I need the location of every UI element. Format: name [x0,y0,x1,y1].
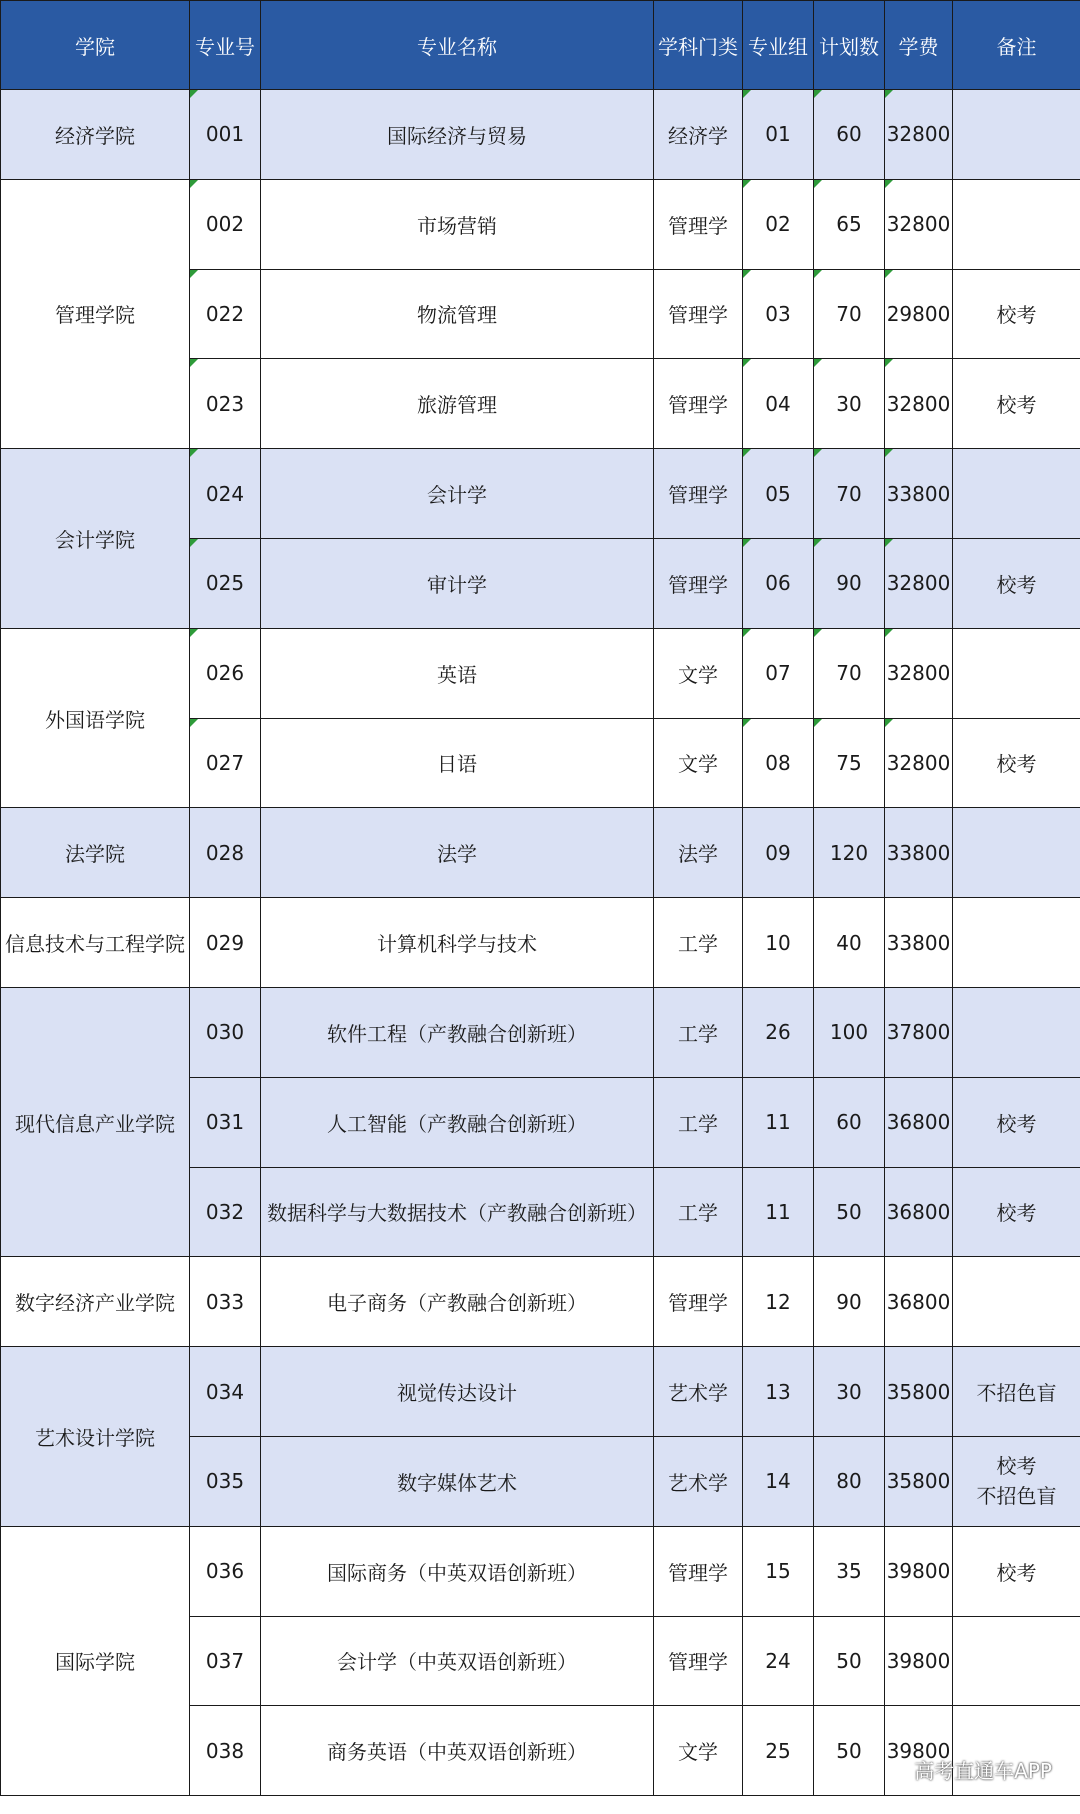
major-cell: 审计学 [261,538,654,628]
fee-cell: 29800 [885,269,953,359]
college-cell: 艺术设计学院 [1,1347,190,1527]
college-cell: 现代信息产业学院 [1,987,190,1256]
plan-cell: 35 [814,1526,885,1616]
fee-cell: 39800 [885,1616,953,1706]
table-row [1,1526,1080,1616]
header-code: 专业号 [190,1,261,90]
category-cell: 法学 [654,808,743,898]
group-cell: 05 [743,449,814,539]
table-row [1,449,1080,539]
fee-cell: 35800 [885,1347,953,1437]
note-line: 校考 [996,1454,1037,1479]
major-cell: 商务英语（中英双语创新班） [261,1706,654,1796]
major-cell: 数字媒体艺术 [261,1436,654,1526]
group-cell: 26 [743,987,814,1077]
group-cell: 10 [743,898,814,988]
major-cell: 软件工程（产教融合创新班） [261,987,654,1077]
college-cell: 国际学院 [1,1526,190,1795]
fee-cell: 32800 [885,718,953,808]
group-cell: 25 [743,1706,814,1796]
category-cell: 管理学 [654,179,743,269]
plan-cell: 100 [814,987,885,1077]
plan-cell: 50 [814,1706,885,1796]
college-cell: 经济学院 [1,90,190,180]
note-cell: 校考 [953,538,1080,628]
note-cell: 校考 [953,1526,1080,1616]
code-cell: 030 [190,987,261,1077]
major-cell: 旅游管理 [261,359,654,449]
note-cell [953,1616,1080,1706]
major-cell: 计算机科学与技术 [261,898,654,988]
plan-cell: 90 [814,538,885,628]
group-cell: 08 [743,718,814,808]
category-cell: 管理学 [654,1616,743,1706]
note-cell: 校考 [953,359,1080,449]
category-cell: 管理学 [654,269,743,359]
fee-cell: 36800 [885,1257,953,1347]
college-cell: 信息技术与工程学院 [1,898,190,988]
table-row [1,1257,1080,1347]
fee-cell: 32800 [885,359,953,449]
major-cell: 市场营销 [261,179,654,269]
plan-cell: 120 [814,808,885,898]
note-cell [953,449,1080,539]
table-row [1,898,1080,988]
group-cell: 01 [743,90,814,180]
header-group: 专业组 [743,1,814,90]
fee-cell: 35800 [885,1436,953,1526]
major-cell: 会计学（中英双语创新班） [261,1616,654,1706]
note-cell: 校考 [953,269,1080,359]
category-cell: 管理学 [654,449,743,539]
note-cell: 校考 [953,718,1080,808]
code-cell: 025 [190,538,261,628]
plan-cell: 50 [814,1167,885,1257]
category-cell: 工学 [654,987,743,1077]
table-row [1,1347,1080,1437]
group-cell: 12 [743,1257,814,1347]
college-cell: 数字经济产业学院 [1,1257,190,1347]
header-college: 学院 [1,1,190,90]
category-cell: 工学 [654,898,743,988]
code-cell: 001 [190,90,261,180]
note-cell: 校考 [953,1077,1080,1167]
code-cell: 026 [190,628,261,718]
group-cell: 13 [743,1347,814,1437]
major-cell: 人工智能（产教融合创新班） [261,1077,654,1167]
major-cell: 英语 [261,628,654,718]
table-row [1,808,1080,898]
plan-cell: 60 [814,1077,885,1167]
group-cell: 11 [743,1167,814,1257]
group-cell: 24 [743,1616,814,1706]
major-cell: 国际商务（中英双语创新班） [261,1526,654,1616]
category-cell: 管理学 [654,359,743,449]
header-plan: 计划数 [814,1,885,90]
header-category: 学科门类 [654,1,743,90]
major-cell: 法学 [261,808,654,898]
fee-cell: 32800 [885,628,953,718]
category-cell: 文学 [654,628,743,718]
code-cell: 024 [190,449,261,539]
category-cell: 艺术学 [654,1347,743,1437]
code-cell: 032 [190,1167,261,1257]
category-cell: 管理学 [654,538,743,628]
college-cell: 管理学院 [1,179,190,448]
college-cell: 法学院 [1,808,190,898]
fee-cell: 32800 [885,90,953,180]
note-cell [953,179,1080,269]
plan-cell: 90 [814,1257,885,1347]
note-cell [953,628,1080,718]
code-cell: 031 [190,1077,261,1167]
table-row [1,987,1080,1077]
code-cell: 029 [190,898,261,988]
note-cell [953,90,1080,180]
plan-cell: 30 [814,1347,885,1437]
college-cell: 外国语学院 [1,628,190,808]
code-cell: 034 [190,1347,261,1437]
category-cell: 管理学 [654,1526,743,1616]
header-note: 备注 [953,1,1080,90]
plan-cell: 70 [814,449,885,539]
group-cell: 14 [743,1436,814,1526]
major-cell: 电子商务（产教融合创新班） [261,1257,654,1347]
major-cell: 日语 [261,718,654,808]
category-cell: 文学 [654,1706,743,1796]
note-cell [953,898,1080,988]
category-cell: 管理学 [654,1257,743,1347]
group-cell: 07 [743,628,814,718]
plan-cell: 75 [814,718,885,808]
fee-cell: 37800 [885,987,953,1077]
fee-cell: 36800 [885,1077,953,1167]
note-cell: 不招色盲 [953,1347,1080,1437]
note-cell [953,987,1080,1077]
plan-cell: 70 [814,628,885,718]
group-cell: 15 [743,1526,814,1616]
fee-cell: 33800 [885,898,953,988]
plan-cell: 40 [814,898,885,988]
code-cell: 036 [190,1526,261,1616]
category-cell: 文学 [654,718,743,808]
category-cell: 经济学 [654,90,743,180]
code-cell: 033 [190,1257,261,1347]
major-cell: 数据科学与大数据技术（产教融合创新班） [261,1167,654,1257]
code-cell: 027 [190,718,261,808]
table-row [1,90,1080,180]
note-line: 不招色盲 [976,1484,1057,1509]
fee-cell: 32800 [885,538,953,628]
note-cell [953,1257,1080,1347]
fee-cell: 39800 [885,1706,953,1796]
group-cell: 02 [743,179,814,269]
table-row [1,628,1080,718]
header-major: 专业名称 [261,1,654,90]
category-cell: 艺术学 [654,1436,743,1526]
fee-cell: 33800 [885,808,953,898]
category-cell: 工学 [654,1077,743,1167]
major-cell: 物流管理 [261,269,654,359]
group-cell: 06 [743,538,814,628]
fee-cell: 32800 [885,179,953,269]
code-cell: 023 [190,359,261,449]
plan-cell: 65 [814,179,885,269]
header-fee: 学费 [885,1,953,90]
table-header-row [1,1,1080,90]
group-cell: 04 [743,359,814,449]
fee-cell: 33800 [885,449,953,539]
plan-cell: 80 [814,1436,885,1526]
code-cell: 035 [190,1436,261,1526]
code-cell: 038 [190,1706,261,1796]
major-cell: 国际经济与贸易 [261,90,654,180]
table-row [1,179,1080,269]
fee-cell: 39800 [885,1526,953,1616]
college-cell: 会计学院 [1,449,190,629]
plan-cell: 50 [814,1616,885,1706]
note-cell [953,808,1080,898]
code-cell: 028 [190,808,261,898]
note-cell [953,1436,1080,1526]
watermark-text: 高考直通车APP [914,1759,1052,1783]
plan-cell: 60 [814,90,885,180]
category-cell: 工学 [654,1167,743,1257]
major-cell: 会计学 [261,449,654,539]
fee-cell: 36800 [885,1167,953,1257]
plan-cell: 70 [814,269,885,359]
plan-cell: 30 [814,359,885,449]
group-cell: 11 [743,1077,814,1167]
group-cell: 09 [743,808,814,898]
code-cell: 037 [190,1616,261,1706]
code-cell: 022 [190,269,261,359]
code-cell: 002 [190,179,261,269]
note-cell: 校考 [953,1167,1080,1257]
major-cell: 视觉传达设计 [261,1347,654,1437]
group-cell: 03 [743,269,814,359]
